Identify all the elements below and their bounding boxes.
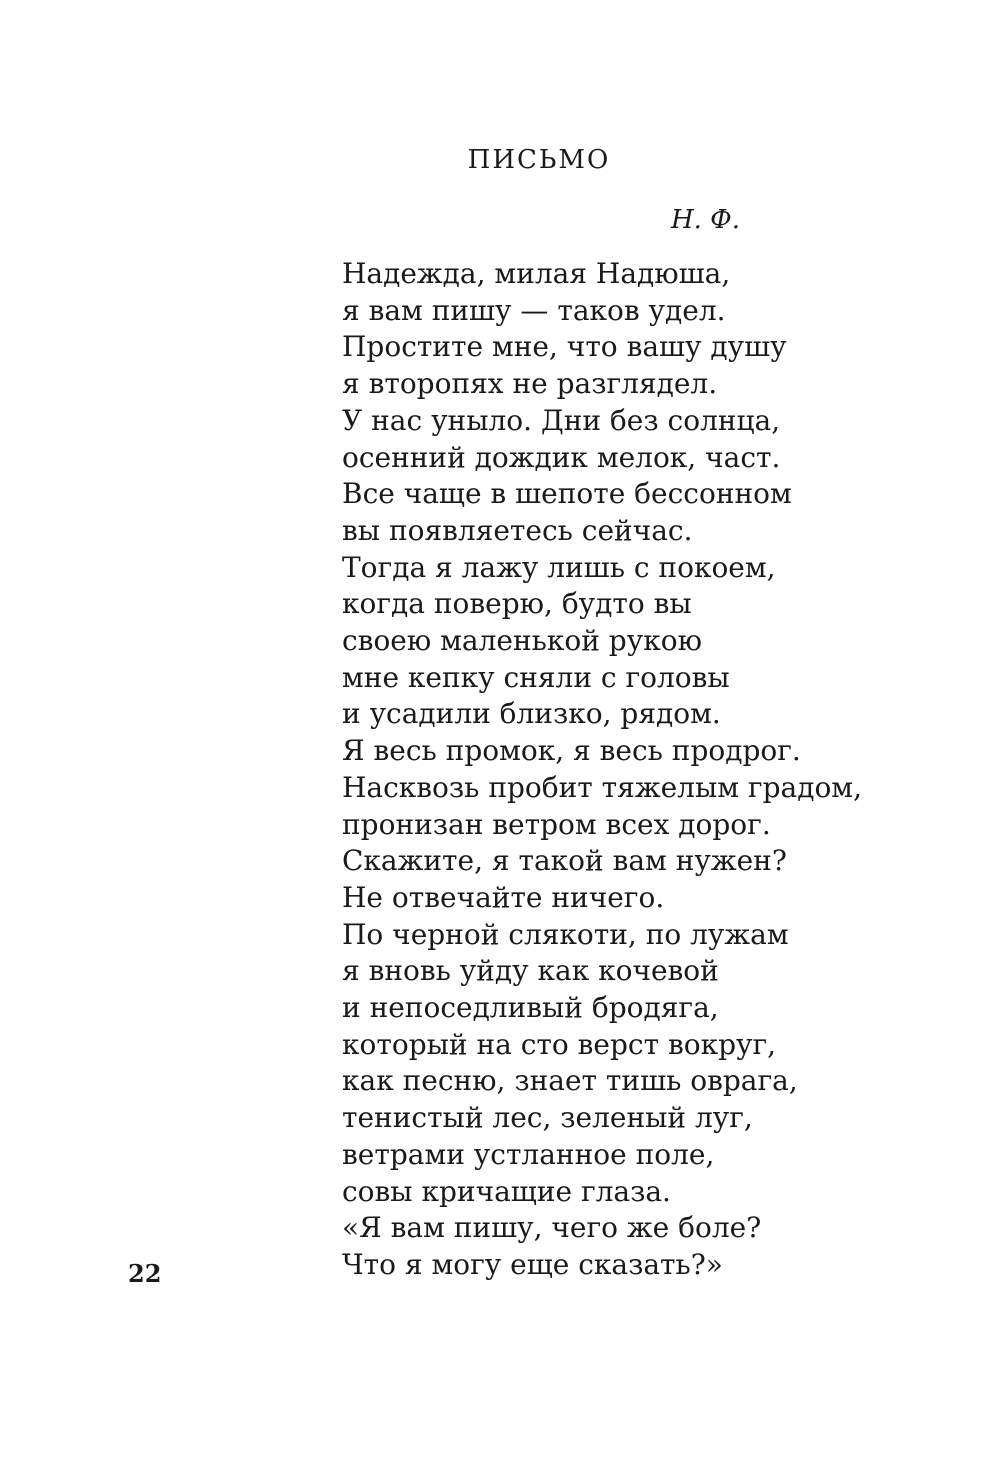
poem-line: тенистый лес, зеленый луг, bbox=[342, 1101, 753, 1135]
poem-line: я вновь уйду как кочевой bbox=[342, 954, 719, 988]
poem-line: Надежда, милая Надюша, bbox=[342, 257, 731, 290]
poem-line: своею маленькой рукою bbox=[342, 624, 702, 658]
poem-line: «Я вам пишу, чего же боле? bbox=[342, 1211, 762, 1245]
page-number: 22 bbox=[128, 1259, 162, 1288]
poem-line: я вам пишу — таков удел. bbox=[342, 293, 726, 327]
poem-line: Что я могу еще сказать?» bbox=[342, 1247, 723, 1281]
poem-line: У нас уныло. Дни без солнца, bbox=[342, 403, 781, 437]
poem-line: осенний дождик мелок, част. bbox=[342, 440, 781, 474]
poem-line: как песню, знает тишь оврага, bbox=[342, 1064, 798, 1098]
poem-line: Все чаще в шепоте бессонном bbox=[342, 477, 792, 511]
poem-title: ПИСЬМО bbox=[467, 145, 611, 175]
poem-line: и непоседливый бродяга, bbox=[342, 991, 719, 1025]
poem-line: По черной слякоти, по лужам bbox=[342, 917, 789, 951]
poem-line: Простите мне, что вашу душу bbox=[342, 330, 787, 364]
poem-line: Я весь промок, я весь продрог. bbox=[342, 734, 801, 768]
poem-line: Скажите, я такой вам нужен? bbox=[342, 844, 787, 878]
poem-line: Не отвечайте ничего. bbox=[342, 880, 665, 914]
poem-dedication: Н. Ф. bbox=[670, 205, 740, 235]
poem-line: и усадили близко, рядом. bbox=[342, 697, 721, 731]
poem-line: Насквозь пробит тяжелым градом, bbox=[342, 770, 862, 804]
poem-line: ветрами устланное поле, bbox=[342, 1137, 715, 1171]
poem-line: Тогда я лажу лишь с покоем, bbox=[342, 550, 776, 584]
poem-line: который на сто верст вокруг, bbox=[342, 1027, 777, 1061]
poem-line: вы появляетесь сейчас. bbox=[342, 513, 693, 547]
poem-line: когда поверю, будто вы bbox=[342, 587, 692, 621]
poem-line: я второпях не разглядел. bbox=[342, 367, 718, 401]
poem-line: мне кепку сняли с головы bbox=[342, 660, 730, 694]
poem-line: совы кричащие глаза. bbox=[342, 1174, 671, 1208]
poem-line: пронизан ветром всех дорог. bbox=[342, 807, 771, 841]
poem-body bbox=[342, 256, 862, 1284]
